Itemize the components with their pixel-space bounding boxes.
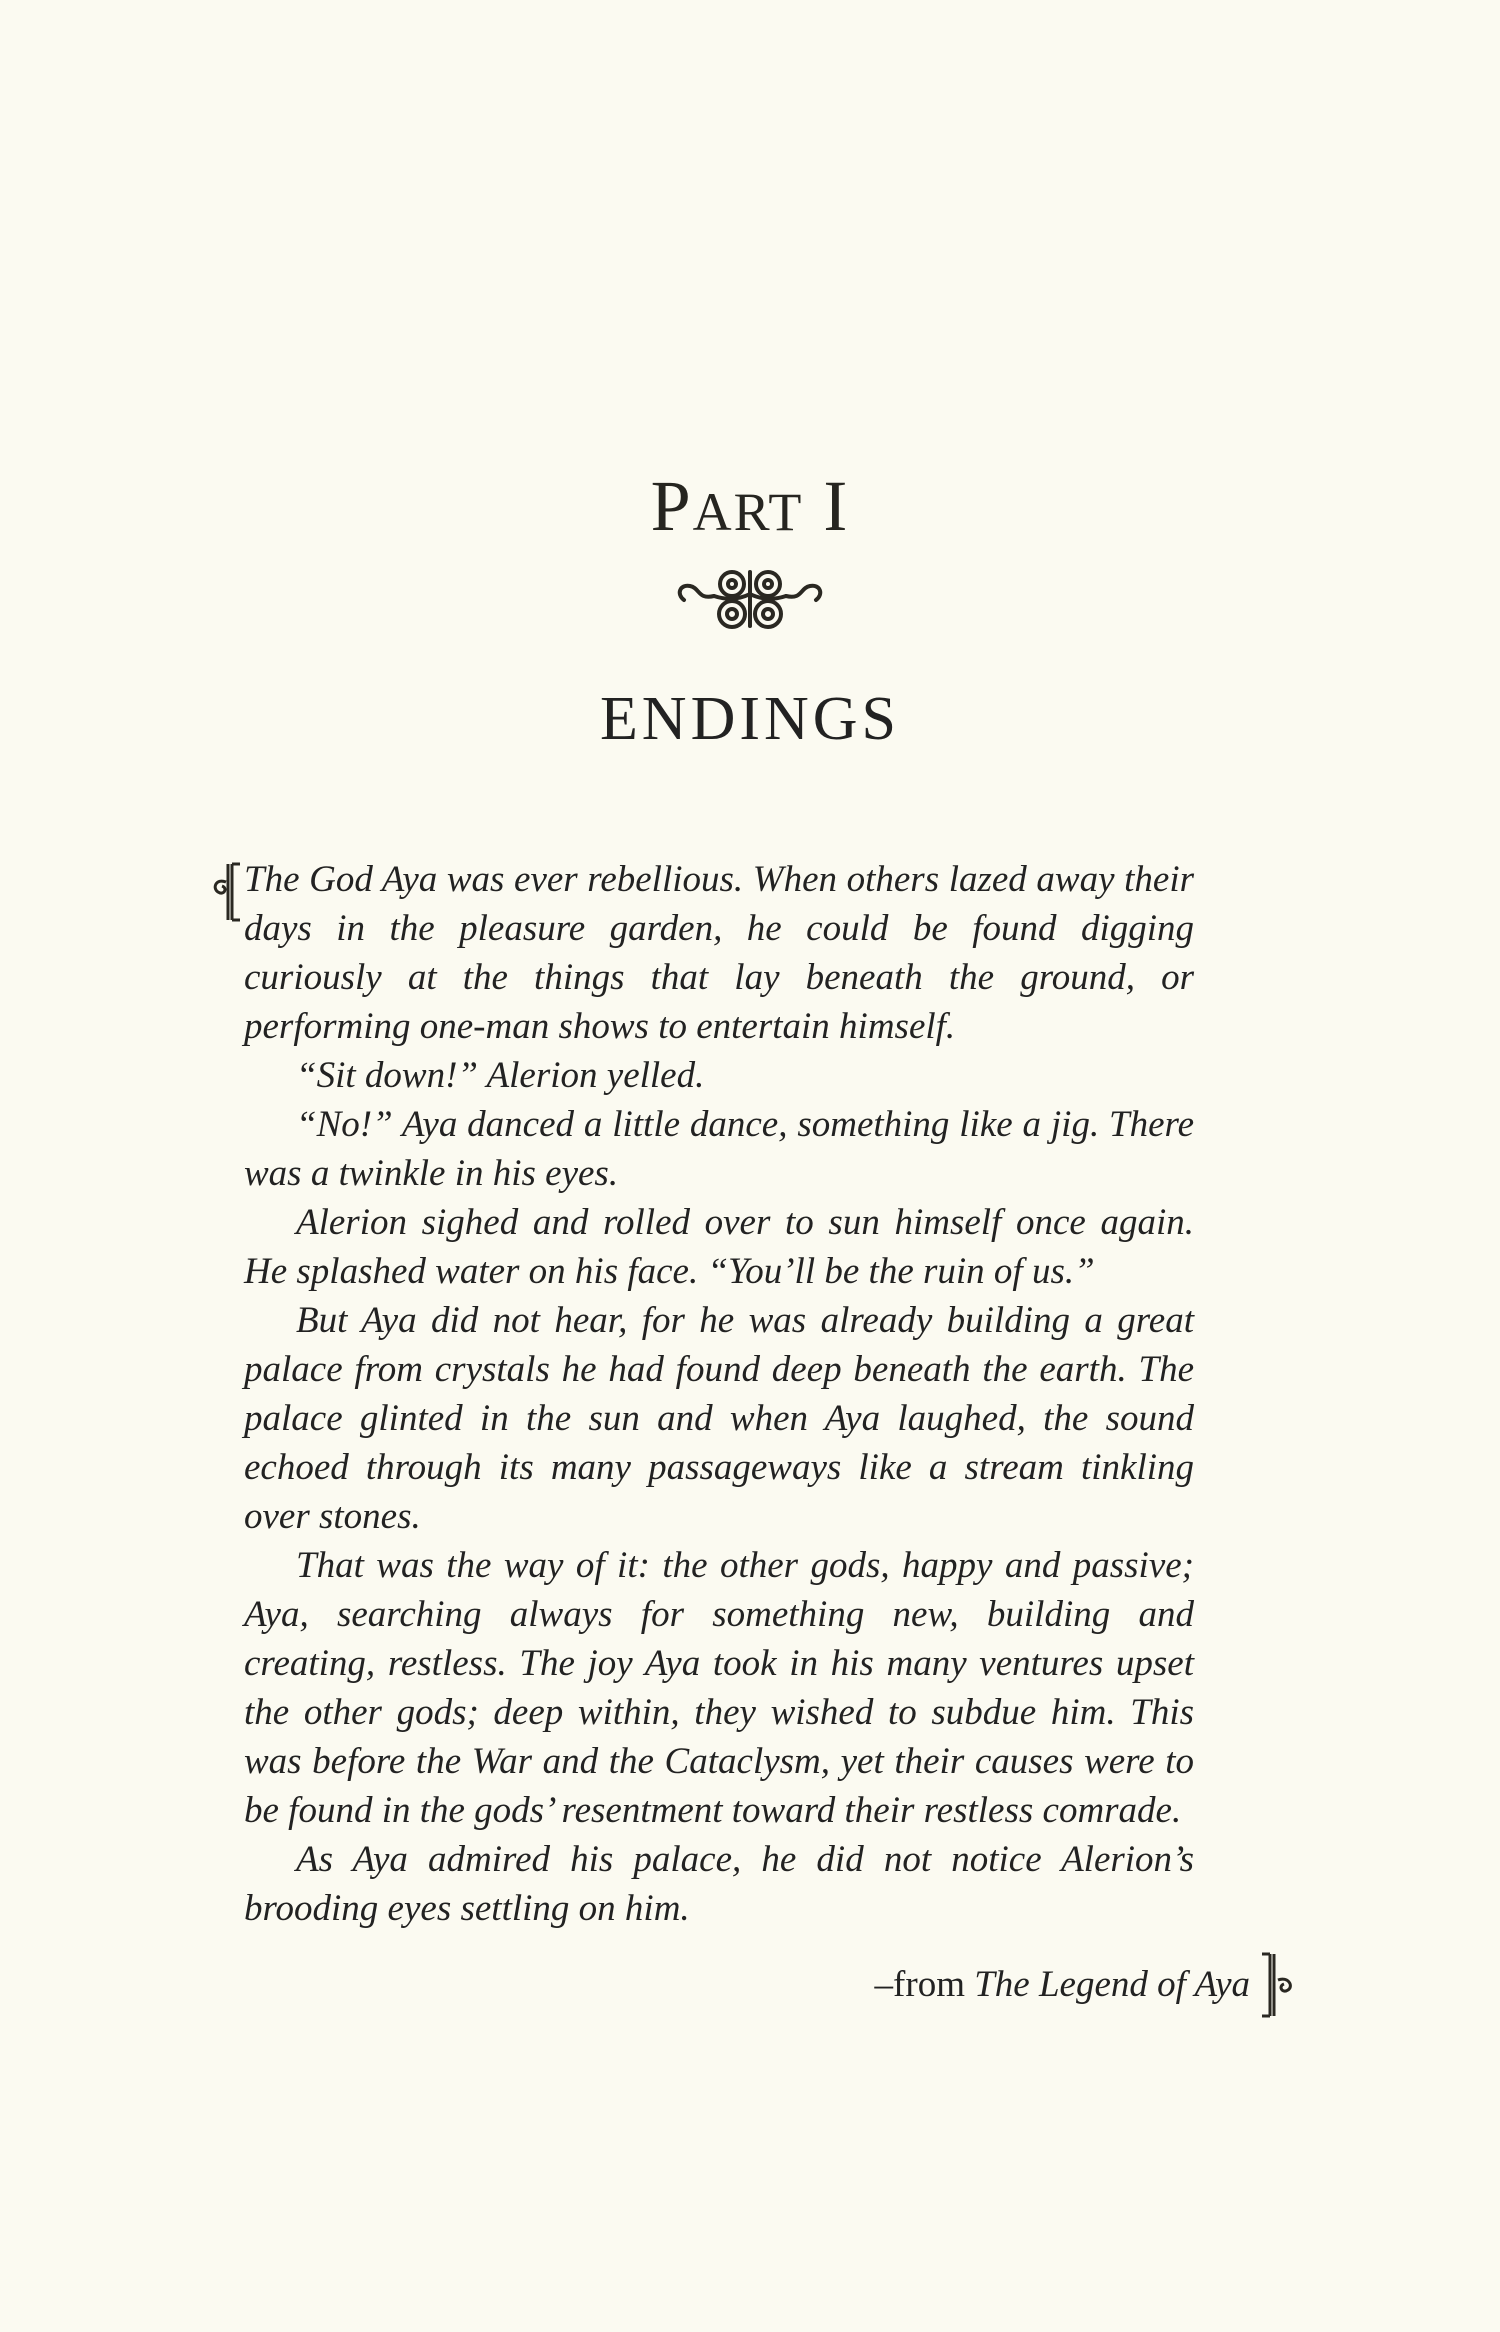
epigraph-attribution [700, 1960, 1250, 2009]
epigraph-paragraph: But Aya did not hear, for he was already building a great palace from crystals he had found deep beneath the earth. The palace glinted in the sun and when Aya laughed, the sound echoed through its many passageways like a stream tinkling over stones. [244, 1300, 1194, 1537]
open-bracket-ornament [210, 860, 242, 924]
attribution-prefix: –from [874, 1964, 975, 2005]
epigraph-paragraph: “No!” Aya danced a little dance, something like a jig. There was a twinkle in his eyes. [244, 1104, 1194, 1194]
epigraph-paragraph: That was the way of it: the other gods, happy and passive; Aya, searching always for something new, building and creating, restless. The joy Aya took in his many ventures upset the other gods; deep within, they wished to subdue him. This was before the War and the Cataclysm, yet their causes were to be found in the gods’ resentment toward their restless comrade. [244, 1545, 1194, 1831]
ornament-flourish [670, 560, 830, 640]
chapter-title: ENDINGS [599, 685, 901, 753]
epigraph-paragraph: “Sit down!” Alerion yelled. [296, 1055, 705, 1096]
attribution-title: The Legend of Aya [974, 1964, 1250, 2005]
part-prefix: P [650, 466, 693, 546]
part-number: I [823, 466, 850, 546]
part-word-rest: ART [692, 482, 804, 542]
epigraph-paragraph: The God Aya was ever rebellious. When others lazed away their days in the pleasure garden, he could be found digging curiously at the things that lay beneath the ground, or performing one-man shows to entertain himself. [244, 859, 1194, 1047]
epigraph-block [244, 855, 1194, 1933]
epigraph-paragraph: As Aya admired his palace, he did not notice Alerion’s brooding eyes settling on him. [244, 1839, 1194, 1929]
epigraph-paragraph: Alerion sighed and rolled over to sun himself once again. He splashed water on his face. “You’ll be the ruin of us.” [244, 1202, 1194, 1292]
close-bracket-ornament [1260, 1950, 1296, 2020]
part-heading [0, 466, 1500, 546]
